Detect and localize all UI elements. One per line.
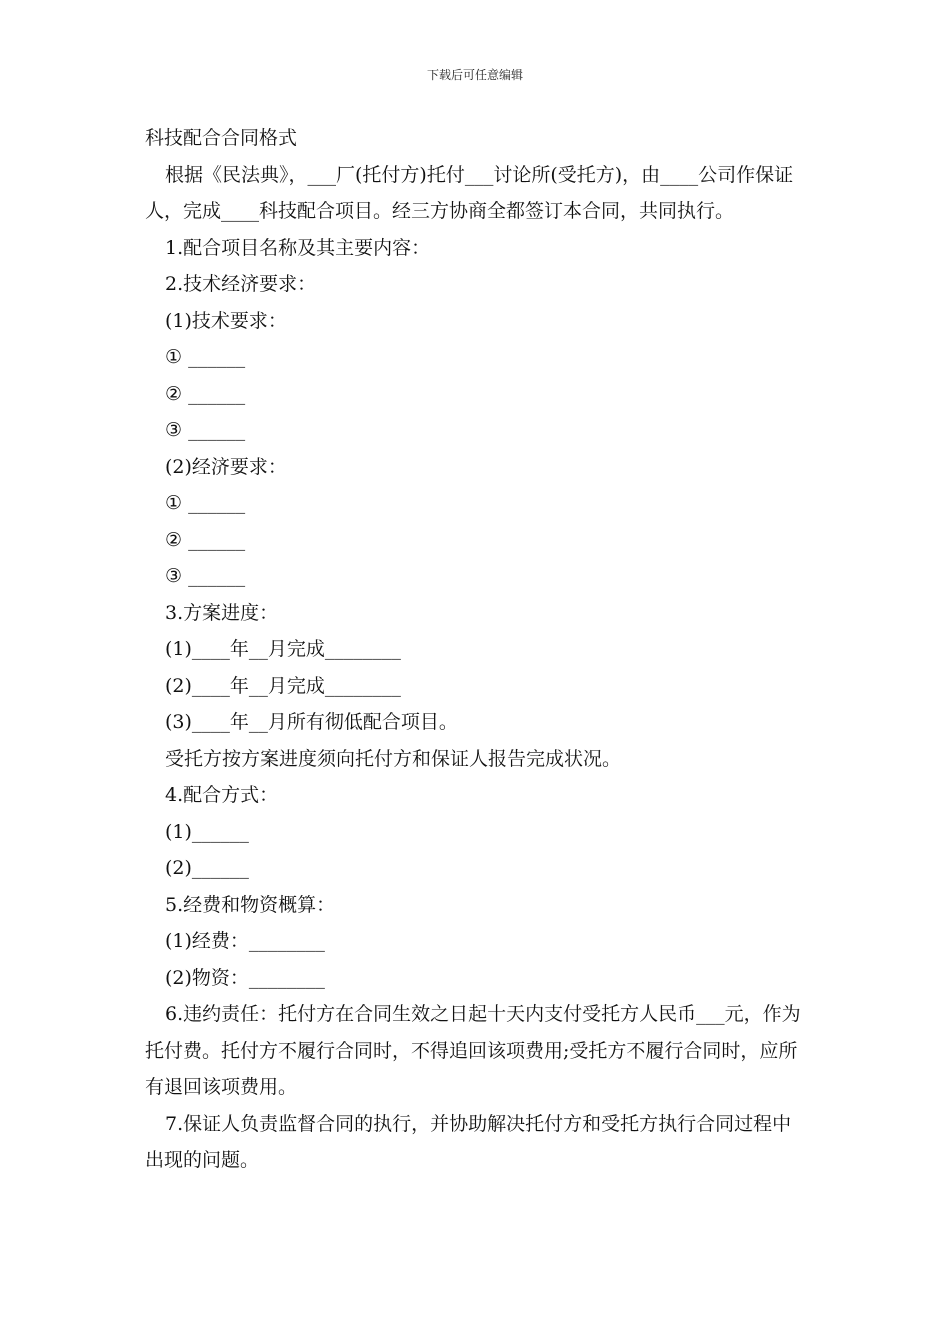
- section-7-paragraph: 7.保证人负责监督合同的执行，并协助解决托付方和受托方执行合同过程中出现的问题。: [145, 1112, 792, 1171]
- document-title: 科技配合合同格式: [145, 127, 298, 149]
- budget-item: (2)物资：________: [165, 966, 325, 989]
- tech-requirement-item: ① ______: [165, 346, 246, 368]
- econ-requirement-item: ② ______: [165, 528, 246, 551]
- section-2-heading: 2.技术经济要求：: [165, 273, 317, 295]
- page-header: 下载后可任意编辑: [426, 68, 523, 82]
- cooperation-method-item: (1)______: [165, 820, 249, 843]
- tech-requirements-heading: (1)技术要求：: [165, 309, 287, 332]
- schedule-item: (3)____年__月所有彻低配合项目。: [165, 711, 458, 733]
- document-body: [145, 120, 810, 1179]
- schedule-item: (2)____年__月完成________: [165, 674, 401, 697]
- econ-requirement-item: ③ ______: [165, 565, 246, 587]
- budget-item: (1)经费：________: [165, 930, 325, 952]
- section-5-heading: 5.经费和物资概算：: [165, 893, 336, 916]
- section-1-heading: 1.配合项目名称及其主要内容：: [165, 236, 431, 259]
- schedule-note: 受托方按方案进度须向托付方和保证人报告完成状况。: [165, 747, 622, 770]
- section-3-heading: 3.方案进度：: [165, 601, 279, 624]
- econ-requirements-heading: (2)经济要求：: [165, 455, 287, 478]
- cooperation-method-item: (2)______: [165, 857, 249, 879]
- intro-paragraph: 根据《民法典》，___厂(托付方)托付___讨论所(受托方)，由____公司作保证人，完成____科技配合项目。经三方协商全都签订本合同，共同执行。: [145, 163, 794, 222]
- tech-requirement-item: ③ ______: [165, 419, 246, 441]
- section-4-heading: 4.配合方式：: [165, 784, 279, 806]
- tech-requirement-item: ② ______: [165, 382, 246, 405]
- econ-requirement-item: ① ______: [165, 492, 246, 514]
- section-6-paragraph: 6.违约责任：托付方在合同生效之日起十天内支付受托方人民币___元，作为托付费。托付方不履行合同时，不得追回该项费用;受托方不履行合同时，应所有退回该项费用。: [145, 1003, 801, 1098]
- schedule-item: (1)____年__月完成________: [165, 638, 401, 660]
